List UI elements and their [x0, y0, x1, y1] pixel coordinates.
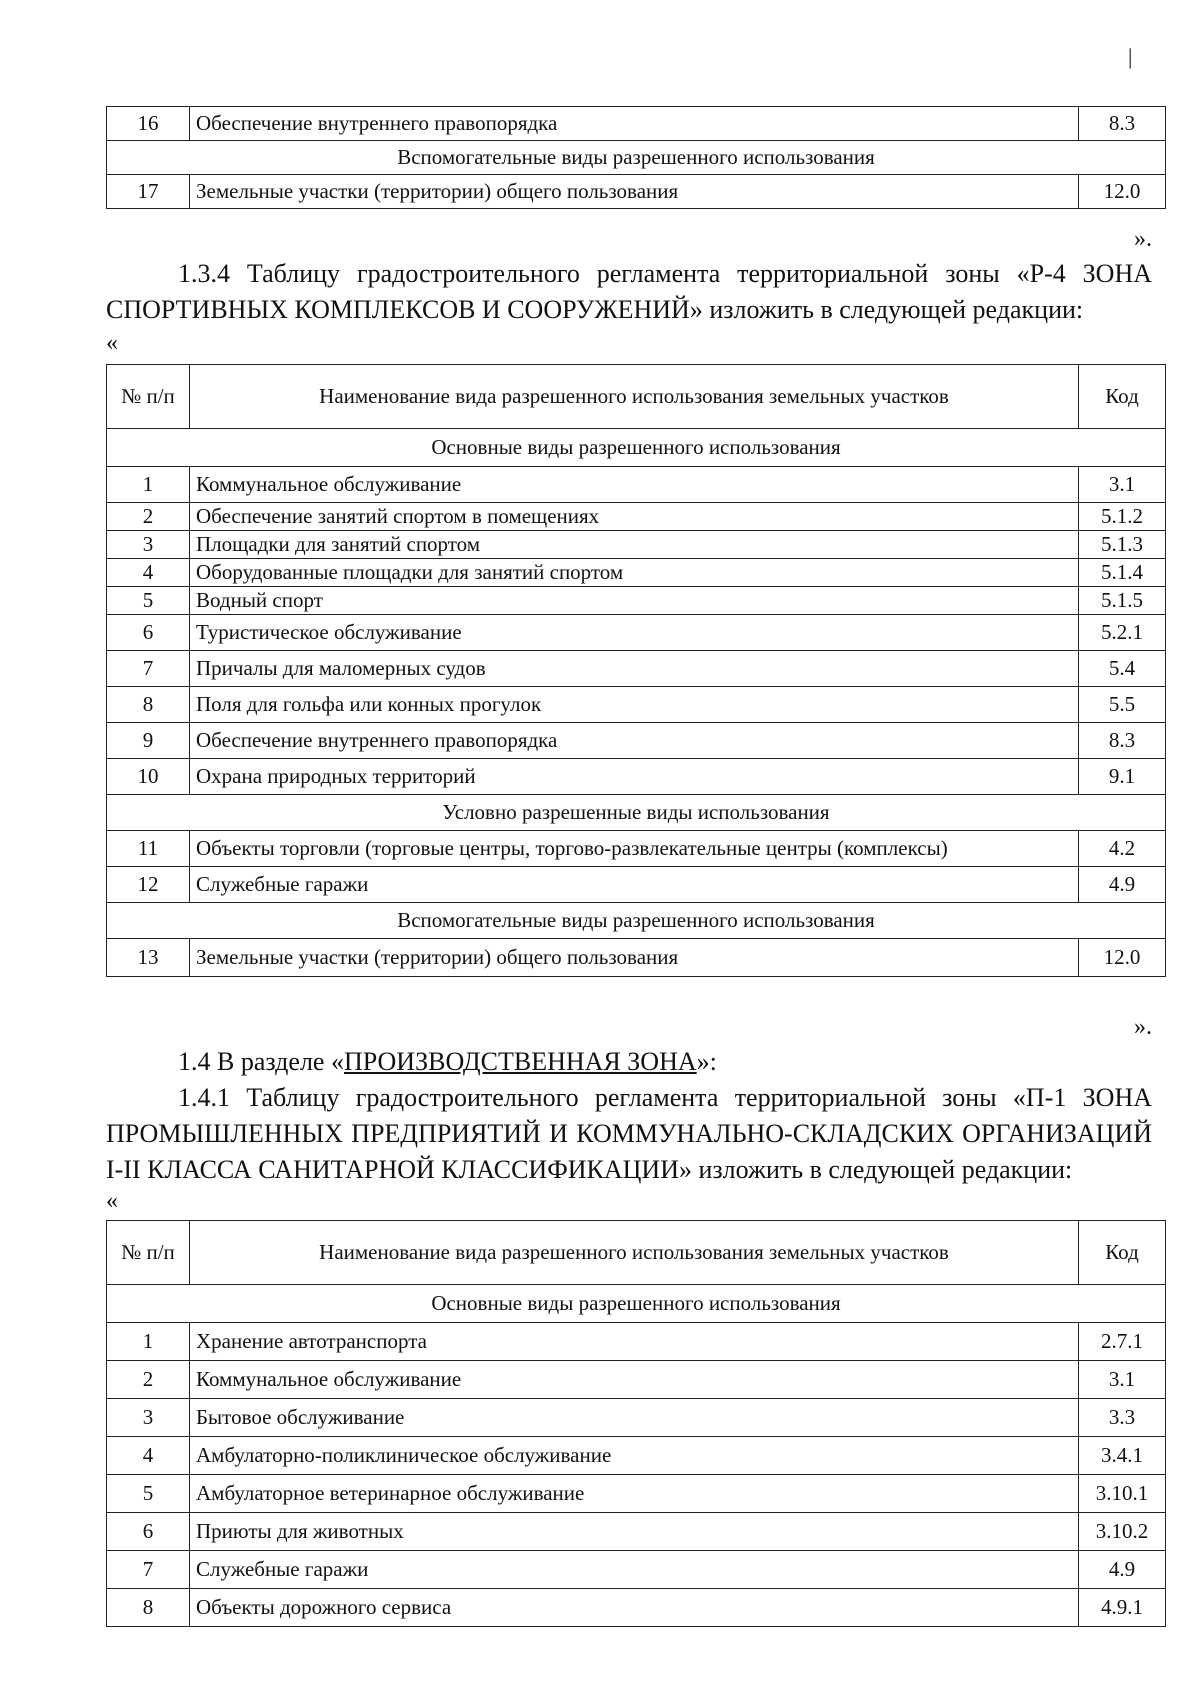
close-quote-1: ». [1134, 226, 1152, 252]
table-row [107, 723, 1166, 759]
use-type-name: Поля для гольфа или конных прогулок [190, 687, 1079, 723]
use-type-name: Коммунальное обслуживание [190, 467, 1079, 503]
use-type-name: Коммунальное обслуживание [190, 1361, 1079, 1399]
open-quote-1: « [106, 330, 118, 356]
table-1 [106, 106, 1166, 209]
use-type-code: 8.3 [1079, 107, 1166, 141]
row-number: 11 [107, 831, 190, 867]
row-number: 1 [107, 467, 190, 503]
table-3-body [107, 1285, 1166, 1627]
column-header-name: Наименование вида разрешенного использования земельных участков [190, 1221, 1079, 1285]
table-row [107, 687, 1166, 723]
use-type-code: 12.0 [1079, 175, 1166, 209]
section-title: Основные виды разрешенного использования [107, 429, 1166, 467]
paragraph-1-4-1: 1.4.1 Таблицу градостроительного регламента территориальной зоны «П-1 ЗОНА ПРОМЫШЛЕННЫХ ПРЕДПРИЯТИЙ И КОММУНАЛЬНО-СКЛАДСКИХ ОРГАНИЗАЦИЙ I-II КЛАССА САНИТАРНОЙ КЛАССИФИКАЦИИ» изложить в следующей редакции: [106, 1083, 1152, 1184]
use-type-code: 3.10.2 [1079, 1513, 1166, 1551]
column-header-name: Наименование вида разрешенного использования земельных участков [190, 365, 1079, 429]
row-number: 13 [107, 939, 190, 977]
use-type-code: 4.9 [1079, 867, 1166, 903]
table-row [107, 503, 1166, 531]
use-type-code: 5.5 [1079, 687, 1166, 723]
use-type-name: Обеспечение занятий спортом в помещениях [190, 503, 1079, 531]
table-row [107, 467, 1166, 503]
row-number: 4 [107, 559, 190, 587]
table-1-body [107, 107, 1166, 209]
use-type-code: 3.4.1 [1079, 1437, 1166, 1475]
table-row [107, 759, 1166, 795]
use-type-name: Амбулаторно-поликлиническое обслуживание [190, 1437, 1079, 1475]
table-row [107, 651, 1166, 687]
table-row [107, 1323, 1166, 1361]
row-number: 12 [107, 867, 190, 903]
use-type-name: Туристическое обслуживание [190, 615, 1079, 651]
use-type-code: 4.9 [1079, 1551, 1166, 1589]
row-number: 7 [107, 1551, 190, 1589]
section-title: Основные виды разрешенного использования [107, 1285, 1166, 1323]
use-type-code: 3.3 [1079, 1399, 1166, 1437]
use-type-name: Бытовое обслуживание [190, 1399, 1079, 1437]
section-header-row [107, 1285, 1166, 1323]
use-type-name: Хранение автотранспорта [190, 1323, 1079, 1361]
use-type-code: 8.3 [1079, 723, 1166, 759]
section-title: Вспомогательные виды разрешенного использования [107, 141, 1166, 175]
row-number: 3 [107, 531, 190, 559]
open-quote-2: « [106, 1188, 118, 1214]
section-title: Условно разрешенные виды использования [107, 795, 1166, 831]
paragraph-1-3-4: 1.3.4 Таблицу градостроительного регламента территориальной зоны «Р-4 ЗОНА СПОРТИВНЫХ КОМПЛЕКСОВ И СООРУЖЕНИЙ» изложить в следующей редакции: [106, 259, 1152, 324]
use-type-name: Обеспечение внутреннего правопорядка [190, 107, 1079, 141]
column-header-code: Код [1079, 1221, 1166, 1285]
row-number: 6 [107, 615, 190, 651]
section-header-row [107, 141, 1166, 175]
row-number: 4 [107, 1437, 190, 1475]
para-1-4-prefix: 1.4 В разделе « [178, 1047, 344, 1076]
row-number: 2 [107, 1361, 190, 1399]
row-number: 6 [107, 1513, 190, 1551]
table-2-body [107, 429, 1166, 977]
row-number: 17 [107, 175, 190, 209]
table-row [107, 531, 1166, 559]
table-row [107, 939, 1166, 977]
use-type-name: Земельные участки (территории) общего пользования [190, 175, 1079, 209]
table-row [107, 175, 1166, 209]
use-type-code: 9.1 [1079, 759, 1166, 795]
column-header-num: № п/п [107, 1221, 190, 1285]
use-type-code: 4.9.1 [1079, 1589, 1166, 1627]
use-type-code: 3.1 [1079, 467, 1166, 503]
table-row [107, 1399, 1166, 1437]
use-type-code: 4.2 [1079, 831, 1166, 867]
table-row [107, 615, 1166, 651]
section-title: Вспомогательные виды разрешенного использования [107, 903, 1166, 939]
use-type-name: Служебные гаражи [190, 867, 1079, 903]
section-header-row [107, 429, 1166, 467]
table-row [107, 1513, 1166, 1551]
table-row [107, 587, 1166, 615]
use-type-name: Амбулаторное ветеринарное обслуживание [190, 1475, 1079, 1513]
table-header-row [107, 1221, 1166, 1285]
section-header-row [107, 795, 1166, 831]
table-header-row [107, 365, 1166, 429]
table-2 [106, 364, 1166, 977]
use-type-code: 5.1.2 [1079, 503, 1166, 531]
table-row [107, 1361, 1166, 1399]
section-link-production-zone[interactable]: ПРОИЗВОДСТВЕННАЯ ЗОНА [343, 1047, 697, 1076]
section-header-row [107, 903, 1166, 939]
use-type-code: 5.2.1 [1079, 615, 1166, 651]
use-type-name: Площадки для занятий спортом [190, 531, 1079, 559]
use-type-name: Охрана природных территорий [190, 759, 1079, 795]
use-type-code: 5.1.5 [1079, 587, 1166, 615]
table-row [107, 1437, 1166, 1475]
use-type-name: Водный спорт [190, 587, 1079, 615]
table-row [107, 1475, 1166, 1513]
row-number: 9 [107, 723, 190, 759]
use-type-code: 2.7.1 [1079, 1323, 1166, 1361]
use-type-name: Причалы для маломерных судов [190, 651, 1079, 687]
row-number: 1 [107, 1323, 190, 1361]
row-number: 7 [107, 651, 190, 687]
table-row [107, 1589, 1166, 1627]
use-type-name: Приюты для животных [190, 1513, 1079, 1551]
table-row [107, 1551, 1166, 1589]
use-type-code: 3.1 [1079, 1361, 1166, 1399]
table-row [107, 867, 1166, 903]
row-number: 2 [107, 503, 190, 531]
row-number: 10 [107, 759, 190, 795]
column-header-num: № п/п [107, 365, 190, 429]
row-number: 5 [107, 587, 190, 615]
row-number: 16 [107, 107, 190, 141]
para-1-4-suffix: »: [696, 1047, 717, 1076]
use-type-code: 5.4 [1079, 651, 1166, 687]
use-type-name: Объекты торговли (торговые центры, торгово-развлекательные центры (комплексы) [190, 831, 1079, 867]
use-type-code: 3.10.1 [1079, 1475, 1166, 1513]
paragraph-1-4 [106, 1044, 1152, 1080]
use-type-code: 5.1.3 [1079, 531, 1166, 559]
use-type-name: Обеспечение внутреннего правопорядка [190, 723, 1079, 759]
use-type-name: Земельные участки (территории) общего пользования [190, 939, 1079, 977]
row-number: 8 [107, 1589, 190, 1627]
table-3 [106, 1220, 1166, 1627]
use-type-name: Служебные гаражи [190, 1551, 1079, 1589]
use-type-name: Оборудованные площадки для занятий спортом [190, 559, 1079, 587]
row-number: 8 [107, 687, 190, 723]
row-number: 5 [107, 1475, 190, 1513]
use-type-code: 5.1.4 [1079, 559, 1166, 587]
close-quote-2: ». [1134, 1014, 1152, 1040]
table-row [107, 831, 1166, 867]
page-mark: | [1128, 44, 1133, 69]
table-row [107, 559, 1166, 587]
use-type-code: 12.0 [1079, 939, 1166, 977]
column-header-code: Код [1079, 365, 1166, 429]
table-row [107, 107, 1166, 141]
row-number: 3 [107, 1399, 190, 1437]
use-type-name: Объекты дорожного сервиса [190, 1589, 1079, 1627]
